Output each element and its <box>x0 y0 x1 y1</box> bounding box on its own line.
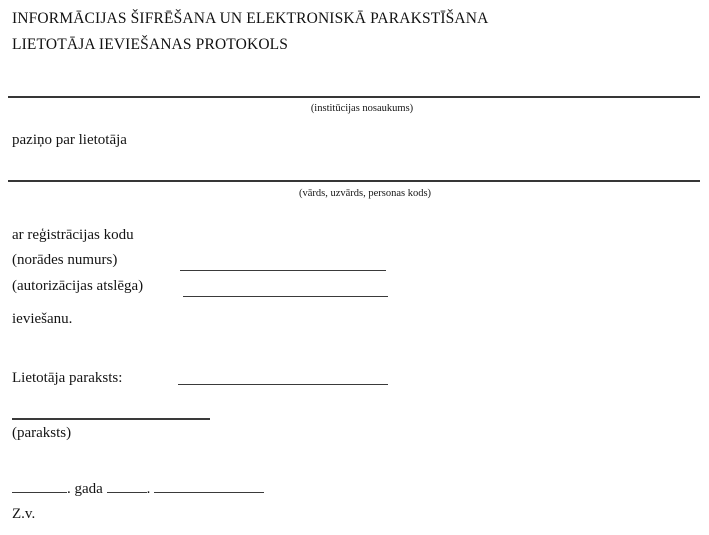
date-year-input-line[interactable] <box>12 478 67 493</box>
user-signature-input-line[interactable] <box>178 384 388 385</box>
date-day-input-line[interactable] <box>107 478 147 493</box>
reference-number-input-line[interactable] <box>180 270 386 271</box>
date-row <box>12 478 264 498</box>
date-year-separator: . gada <box>67 481 103 498</box>
authorization-key-input-line[interactable] <box>183 296 388 297</box>
implementation-text: ieviešanu. <box>12 311 73 327</box>
notify-text: paziņo par lietotāja <box>12 132 127 148</box>
authorization-key-label: (autorizācijas atslēga) <box>12 278 144 294</box>
institution-caption: (institūcijas nosaukums) <box>310 103 414 114</box>
registration-code-text: ar reģistrācijas kodu <box>12 227 134 243</box>
date-day-separator: . <box>146 481 151 498</box>
user-signature-label: Lietotāja paraksts: <box>12 370 123 386</box>
date-month-input-line[interactable] <box>154 478 264 493</box>
signature-input-line[interactable] <box>12 418 210 420</box>
seal-text: Z.v. <box>12 506 36 522</box>
reference-number-label: (norādes numurs) <box>12 252 118 268</box>
document-title-line-2: LIETOTĀJA IEVIEŠANAS PROTOKOLS <box>12 36 289 53</box>
person-caption: (vārds, uzvārds, personas kods) <box>298 188 432 199</box>
institution-field-rule[interactable] <box>8 96 700 98</box>
document-title-line-1: INFORMĀCIJAS ŠIFRĒŠANA UN ELEKTRONISKĀ PARAKSTĪŠANA <box>12 10 489 27</box>
person-field-rule[interactable] <box>8 180 700 182</box>
signature-caption: (paraksts) <box>12 425 72 441</box>
